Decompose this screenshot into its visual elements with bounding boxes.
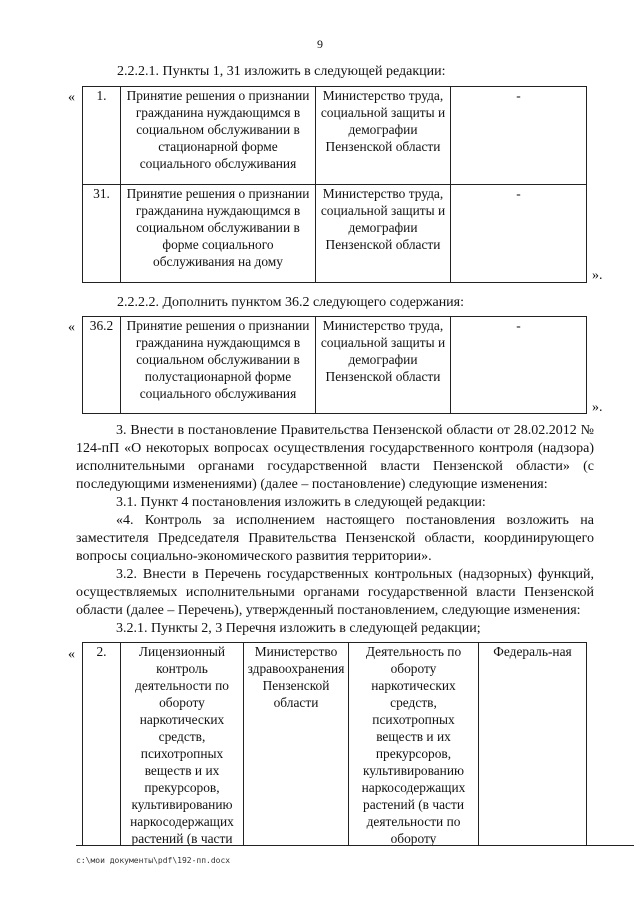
table-cell-name: Лицензионный контроль деятельности по обороту наркотических средств, психотропных веществ и их прекурсоров, культивированию наркосодержащих растений (в части <box>121 643 244 846</box>
table-cell-num: 2. <box>83 643 121 846</box>
table-row <box>83 185 587 283</box>
table-cell-org: Министерство труда, социальной защиты и демографии Пензенской области <box>316 185 451 283</box>
table-cell-extra: - <box>451 87 587 185</box>
paragraph-3: 3. Внести в постановление Правительства Пензенской области от 28.02.2012 № 124-пП «О некоторых вопросах осуществления государственного контроля (надзора) исполнительными органами государственной власти Пензенской области» (с последующими изменениями) (далее – постановление) следующие изменения: <box>76 423 594 492</box>
table-cell-org: Министерство здравоохранения Пензенской области <box>244 643 349 846</box>
paragraph-3-1: 3.1. Пункт 4 постановления изложить в следующей редакции: <box>116 495 486 510</box>
table-cell-num: 36.2 <box>83 317 121 414</box>
table-2 <box>82 316 587 414</box>
footer-divider <box>76 845 634 846</box>
close-quote-2: ». <box>592 400 603 415</box>
body-text <box>76 422 594 638</box>
close-quote-1: ». <box>592 268 603 283</box>
table-3 <box>82 642 587 845</box>
table-cell-level: Федераль-ная <box>479 643 587 846</box>
open-quote-1: « <box>68 90 75 105</box>
section-2221-heading: 2.2.2.1. Пункты 1, 31 изложить в следующей редакции: <box>117 64 446 79</box>
page-number: 9 <box>317 37 323 51</box>
table-row <box>83 317 587 414</box>
table-row <box>83 643 587 846</box>
paragraph-3-2-1: 3.2.1. Пункты 2, 3 Перечня изложить в следующей редакции; <box>116 621 481 636</box>
table-cell-name: Принятие решения о признании гражданина нуждающимся в социальном обслуживании в стационарной форме социального обслуживания <box>121 87 316 185</box>
table-1 <box>82 86 587 283</box>
open-quote-3: « <box>68 647 75 662</box>
footer-file-path: c:\мои документы\pdf\192-пп.docx <box>76 856 231 865</box>
open-quote-2: « <box>68 320 75 335</box>
table-3-clip <box>82 642 597 845</box>
table-cell-extra: - <box>451 185 587 283</box>
table-row <box>83 87 587 185</box>
table-cell-org: Министерство труда, социальной защиты и демографии Пензенской области <box>316 87 451 185</box>
table-cell-org: Министерство труда, социальной защиты и демографии Пензенской области <box>316 317 451 414</box>
table-cell-name: Принятие решения о признании гражданина нуждающимся в социальном обслуживании в полустационарной форме социального обслуживания <box>121 317 316 414</box>
paragraph-3-1-quote: «4. Контроль за исполнением настоящего постановления возложить на заместителя Председателя Правительства Пензенской области, координирующего вопросы социально-экономического развития территории». <box>76 513 594 564</box>
paragraph-3-2: 3.2. Внести в Перечень государственных контрольных (надзорных) функций, осуществляемых исполнительными органами государственной власти Пензенской области (далее – Перечень), утвержденный постановлением, следующие изменения: <box>76 567 594 618</box>
table-cell-extra: - <box>451 317 587 414</box>
table-cell-scope: Деятельность по обороту наркотических средств, психотропных веществ и их прекурсоров, культивированию наркосодержащих растений (в части деятельности по обороту <box>349 643 479 846</box>
table-cell-num: 31. <box>83 185 121 283</box>
section-2222-heading: 2.2.2.2. Дополнить пунктом 36.2 следующего содержания: <box>117 295 465 310</box>
table-cell-num: 1. <box>83 87 121 185</box>
table-cell-name: Принятие решения о признании гражданина нуждающимся в социальном обслуживании в форме социального обслуживания на дому <box>121 185 316 283</box>
